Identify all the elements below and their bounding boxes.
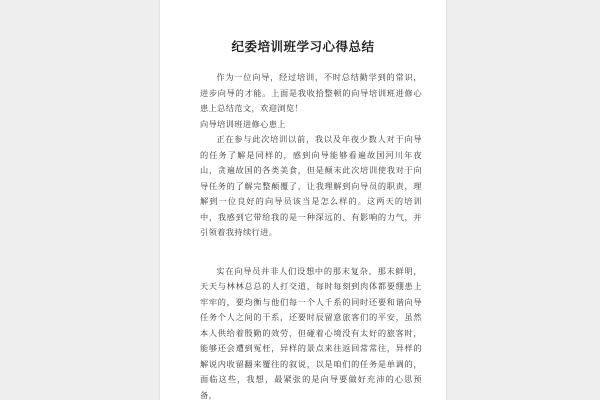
document-page bbox=[160, 0, 446, 400]
paragraph-gap bbox=[200, 241, 422, 264]
document-body bbox=[200, 70, 422, 400]
body-paragraph-1: 正在参与此次培训以前，我以及年夜少数人对于向导的任务了解是同样的，感到向导能够看遍故国河川年夜山，贪遍故国的各类美食，但是颠末此次培训使我对于向导任务的了解完整颠覆了，让我理解到向导员的职责，理解到一位良好的向导员该当是怎么样的。这两天的培训中，我感到它带给我的是一种深远的、有影响的力气，并引领着我持续行进。 bbox=[200, 134, 422, 237]
document-title: 纪委培训班学习心得总结 bbox=[231, 39, 375, 54]
intro-paragraph: 作为一位向导，经过培训，不时总结勤学到的常识，进步向导的才能。上面是我收拾整顿的向导培训班进修心患上总结范文，欢迎浏览！ bbox=[200, 72, 422, 113]
section-subheading: 向导培训班进修心患上 bbox=[200, 118, 286, 129]
body-paragraph-2: 实在向导员并非人们设想中的那末复杂，那末鲜明，天天与林林总总的人打交道，每时每刻到肉体都要绷患上牢牢的，要均衡与他们每一个人千系的同时还要和谐向导任务个人之间的干系，还要时辰留意旅客们的平安，虽然本人供给着殷勤的效劳，但碰着心境没有太好的旅客时，能够还会遭到冤枉，异样的景点来往返回常常往，异样的解说内收留翻来覆往的叙说，以是咱们的任务是单调的，面临这些，我想，最紧张的是向导要做好充沛的心思预备， bbox=[200, 265, 422, 400]
